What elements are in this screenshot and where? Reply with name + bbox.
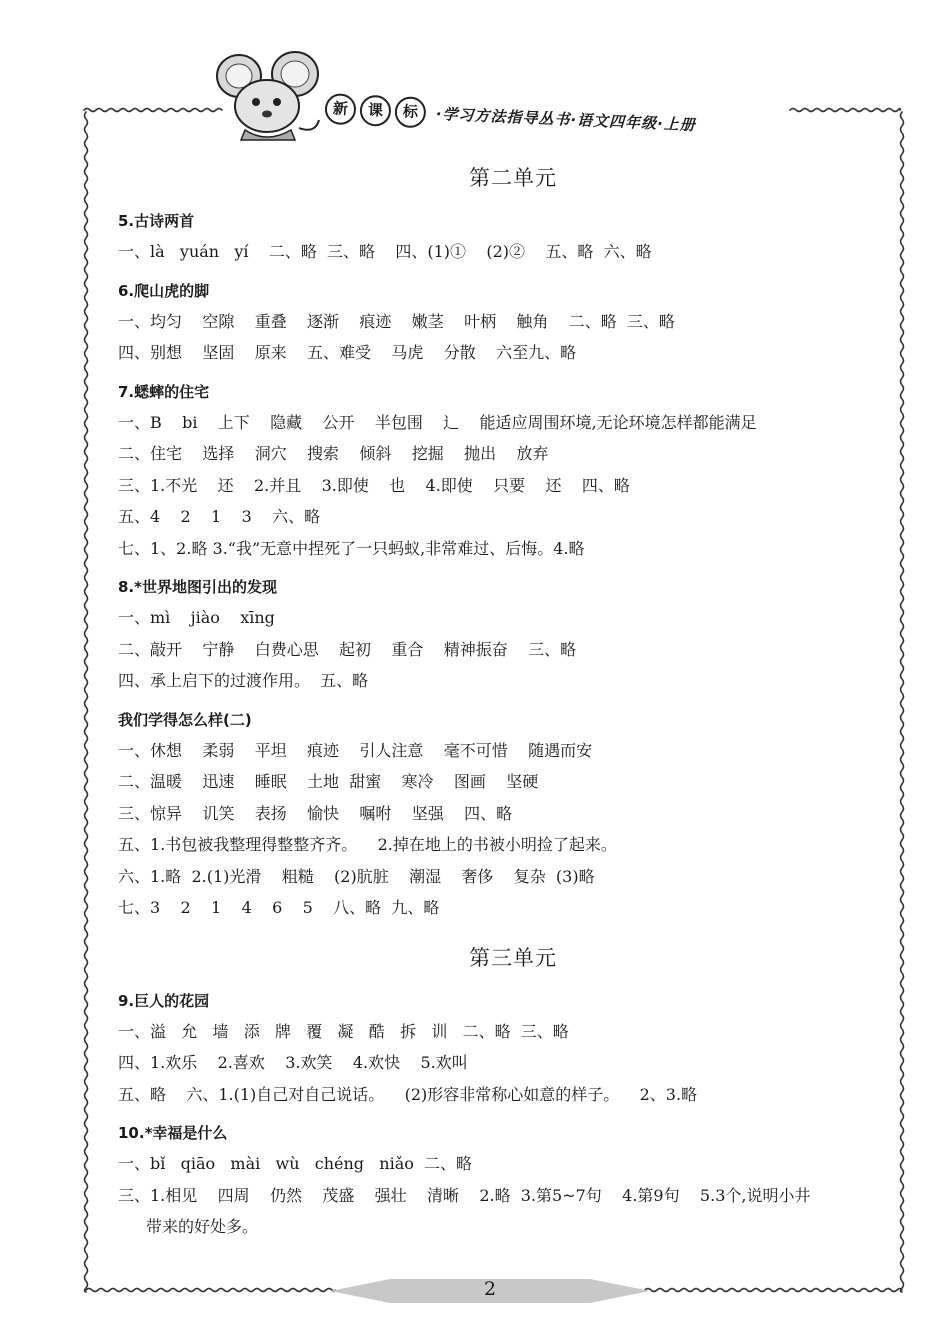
page-header	[215, 48, 935, 148]
answer-content	[118, 150, 878, 1243]
series-text: ·学习方法指导丛书·语文四年级·上册	[435, 104, 697, 134]
answer-line: 一、溢 允 墙 添 牌 覆 凝 酷 拆 训 二、略 三、略	[118, 1021, 569, 1041]
answer-line: 六、1.略 2.(1)光滑 粗糙 (2)肮脏 潮湿 奢侈 复杂 (3)略	[118, 866, 595, 886]
answer-line: 四、别想 坚固 原来 五、难受 马虎 分散 六至九、略	[118, 343, 577, 362]
answer-line: 一、bǐ qiāo mài wù chéng niǎo 二、略	[118, 1154, 473, 1173]
answer-line: 一、là yuán yí 二、略 三、略 四、(1)① (2)② 五、略 六、略	[118, 242, 652, 261]
answer-line: 带来的好处多。	[146, 1217, 259, 1236]
answer-line: 一、B bi 上下 隐藏 公开 半包围 辶 能适应周围环境,无论环境怎样都能满足	[118, 412, 757, 432]
lesson-title: 10.*幸福是什么	[118, 1124, 228, 1142]
brand-char: 课	[359, 94, 391, 126]
lesson-title: 7.蟋蟀的住宅	[118, 382, 210, 401]
unit-title: 第二单元	[469, 166, 557, 190]
answer-line: 四、1.欢乐 2.喜欢 3.欢笑 4.欢快 5.欢叫	[118, 1053, 468, 1072]
mouse-mascot-icon	[215, 48, 325, 143]
answer-line: 五、略 六、1.(1)自己对自己说话。 (2)形容非常称心如意的样子。 2、3.略	[118, 1084, 698, 1104]
answer-line: 七、3 2 1 4 6 5 八、略 九、略	[118, 898, 440, 917]
brand-char: 新	[324, 93, 356, 125]
lesson-title: 6.爬山虎的脚	[118, 281, 210, 300]
answer-line: 五、4 2 1 3 六、略	[118, 507, 321, 526]
page-number: 2	[483, 1278, 497, 1300]
answer-line: 三、惊异 讥笑 表扬 愉快 嘱咐 坚强 四、略	[118, 803, 513, 823]
answer-line: 三、1.相见 四周 仍然 茂盛 强壮 清晰 2.略 3.第5~7句 4.第9句 5.3个,说明小井	[118, 1185, 811, 1205]
answer-line: 一、休想 柔弱 平坦 痕迹 引人注意 毫不可惜 随遇而安	[118, 740, 593, 760]
brand-char: 标	[394, 96, 426, 128]
lesson-title: 我们学得怎么样(二)	[118, 710, 252, 729]
lesson-title: 5.古诗两首	[118, 212, 195, 230]
answer-line: 五、1.书包被我整理得整整齐齐。 2.掉在地上的书被小明捡了起来。	[118, 835, 617, 854]
answer-line: 七、1、2.略 3.“我”无意中捏死了一只蚂蚁,非常难过、后悔。4.略	[118, 538, 585, 558]
unit-title: 第三单元	[469, 945, 557, 970]
lesson-title: 9.巨人的花园	[118, 991, 210, 1010]
answer-line: 二、住宅 选择 洞穴 搜索 倾斜 挖掘 抛出 放弃	[118, 444, 549, 463]
answer-line: 三、1.不光 还 2.并且 3.即使 也 4.即使 只要 还 四、略	[118, 475, 630, 495]
lesson-title: 8.*世界地图引出的发现	[118, 578, 277, 596]
page-footer	[330, 1276, 650, 1306]
answer-line: 一、均匀 空隙 重叠 逐渐 痕迹 嫩茎 叶柄 触角 二、略 三、略	[118, 311, 675, 331]
answer-line: 二、敲开 宁静 白费心思 起初 重合 精神振奋 三、略	[118, 639, 577, 659]
answer-line: 一、mì jiào xīng	[118, 608, 275, 627]
answer-line: 四、承上启下的过渡作用。 五、略	[118, 671, 369, 690]
answer-line: 二、温暖 迅速 睡眠 土地 甜蜜 寒冷 图画 坚硬	[118, 772, 539, 791]
series-title	[324, 90, 696, 142]
